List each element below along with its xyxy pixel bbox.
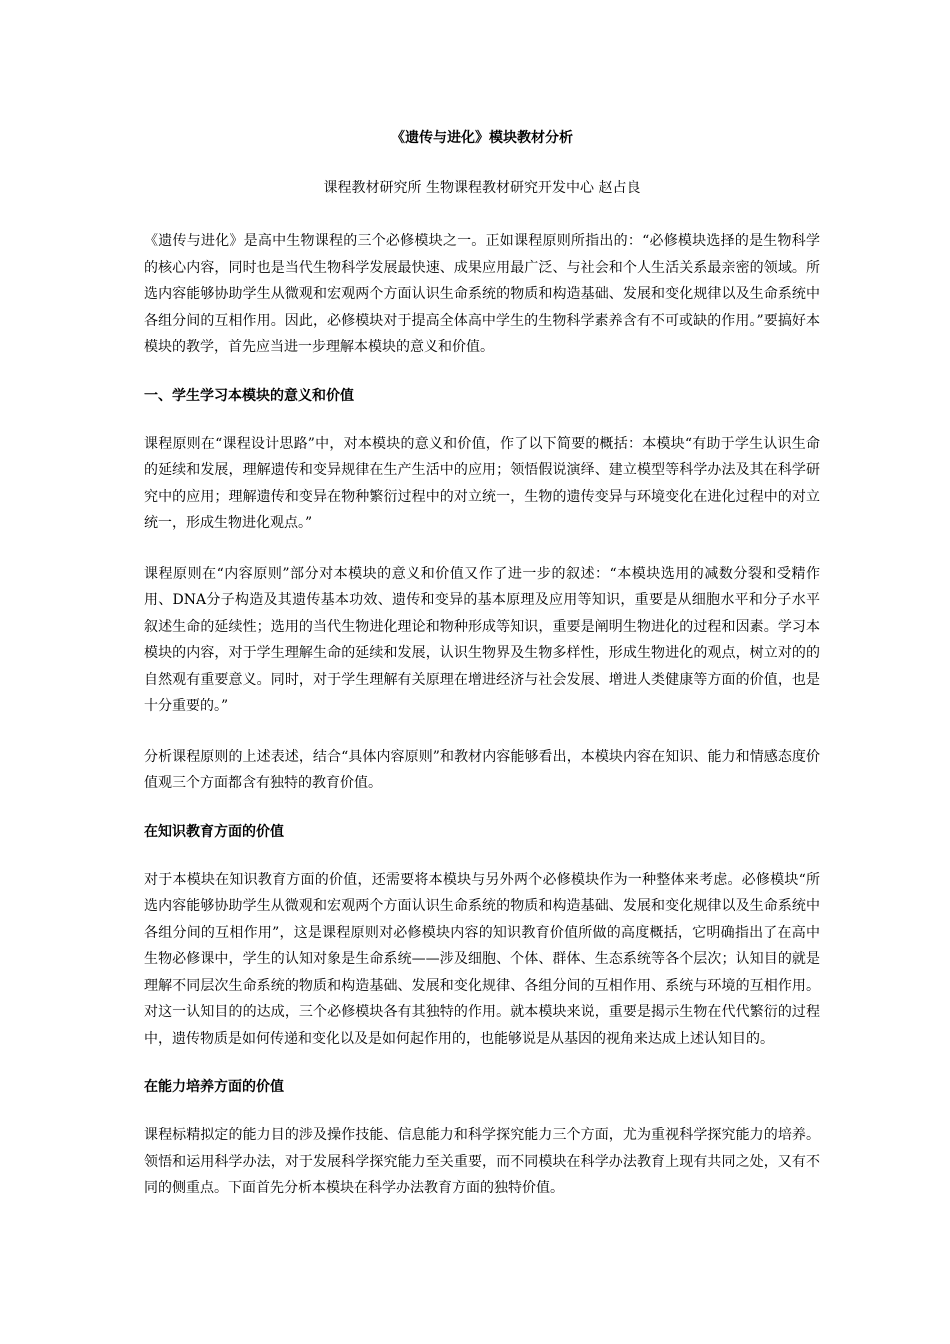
paragraph-analysis: 分析课程原则的上述表述，结合“具体内容原则”和教材内容能够看出，本模块内容在知识、能力和情感态度价值观三个方面都含有独特的教育价值。 [144,748,820,791]
paragraph-design-ideas: 课程原则在“课程设计思路”中，对本模块的意义和价值，作了以下简要的概括：本模块“有助于学生认识生命的延续和发展，理解遗传和变异规律在生产生活中的应用；领悟假说演绎、建立模型等科学办法及其在科学研究中的应用；理解遗传和变异在物种繁衍过程中的对立统一，生物的遗传变异与环境变化在进化过程中的对立统一，形成生物进化观点。” [144,435,820,531]
paragraph-ability: 课程标精拟定的能力目的涉及操作技能、信息能力和科学探究能力三个方面，尤为重视科学探究能力的培养。领悟和运用科学办法，对于发展科学探究能力至关重要，而不同模块在科学办法教育上现有共同之处，又有不同的侧重点。下面首先分析本模块在科学办法教育方面的独特价值。 [144,1127,820,1196]
section-heading-knowledge: 在知识教育方面的价值 [144,823,284,840]
document-title: 《遗传与进化》模块教材分析 [391,130,573,146]
paragraph-knowledge: 对于本模块在知识教育方面的价值，还需要将本模块与另外两个必修模块作为一种整体来考虑。必修模块“所选内容能够协助学生从微观和宏观两个方面认识生命系统的物质和构造基础、发展和变化规律以及生命系统中各组分间的互相作用”，这是课程原则对必修模块内容的知识教育价值所做的高度概括，它明确指出了在高中生物必修课中，学生的认知对象是生命系统——涉及细胞、个体、群体、生态系统等各个层次；认知目的就是理解不同层次生命系统的物质和构造基础、发展和变化规律、各组分间的互相作用、系统与环境的互相作用。对这一认知目的的达成，三个必修模块各有其独特的作用。就本模块来说，重要是揭示生物在代代繁衍的过程中，遗传物质是如何传递和变化以及是如何起作用的，也能够说是从基因的视角来达成上述认知目的。 [144,871,820,1047]
paragraph-content-standards: 课程原则在“内容原则”部分对本模块的意义和价值又作了进一步的叙述：“本模块选用的减数分裂和受精作用、DNA分子构造及其遗传基本功效、遗传和变异的基本原理及应用等知识，重要是从细胞水平和分子水平叙述生命的延续性；选用的当代生物进化理论和物种形成等知识，重要是阐明生物进化的过程和因素。学习本模块的内容，对于学生理解生命的延续和发展，认识生物界及生物多样性，形成生物进化的观点，树立对的的自然观有重要意义。同时，对于学生理解有关原理在增进经济与社会发展、增进人类健康等方面的价值，也是十分重要的。” [144,565,820,714]
paragraph-intro: 《遗传与进化》是高中生物课程的三个必修模块之一。正如课程原则所指出的：“必修模块选择的是生物科学的核心内容，同时也是当代生物科学发展最快速、成果应用最广泛、与社会和个人生活关系最亲密的领域。所选内容能够协助学生从微观和宏观两个方面认识生命系统的物质和构造基础、发展和变化规律以及生命系统中各组分间的互相作用。因此，必修模块对于提高全体高中学生的生物科学素养含有不可或缺的作用。”要搞好本模块的教学，首先应当进一步理解本模块的意义和价值。 [144,233,820,355]
document-author: 课程教材研究所 生物课程教材研究开发中心 赵占良 [323,180,641,196]
document-page [144,128,820,1226]
section-heading-ability: 在能力培养方面的价值 [144,1079,284,1095]
section-heading-significance: 一、学生学习本模块的意义和价值 [144,387,354,404]
